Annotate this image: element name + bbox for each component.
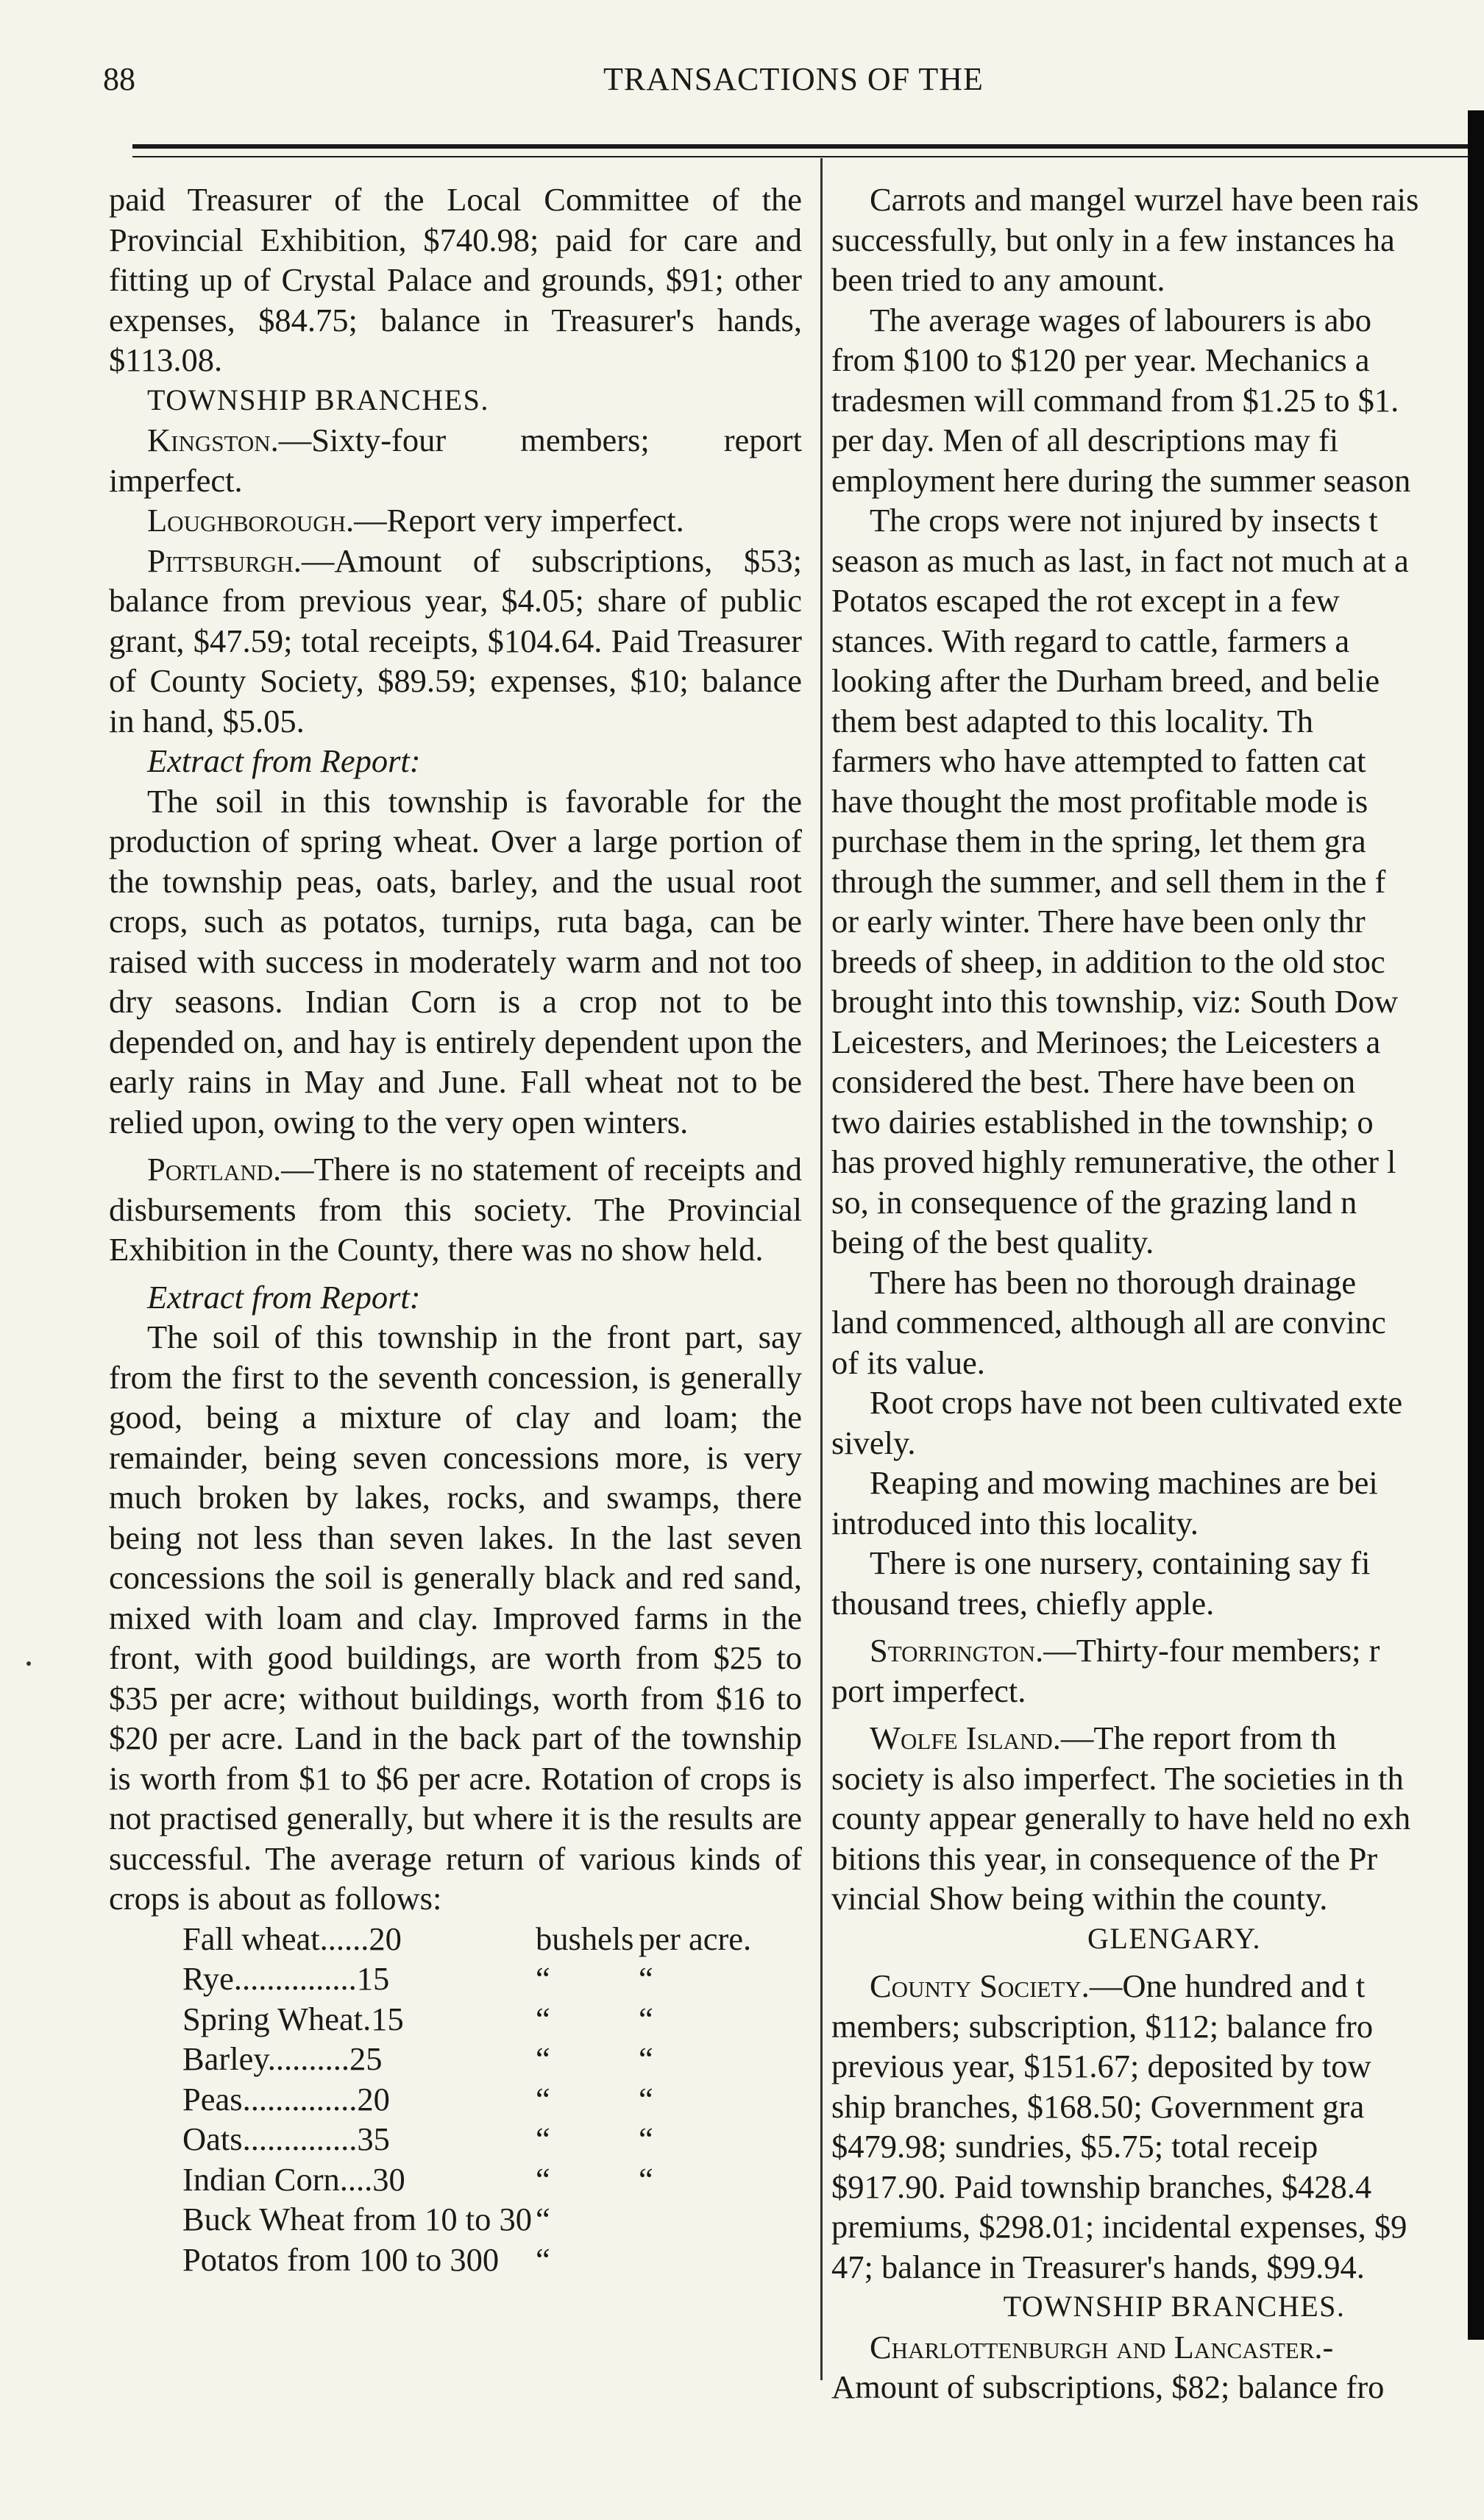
crop-name: Indian Corn....30: [182, 2160, 405, 2198]
text-line: port imperfect.: [831, 1672, 1026, 1709]
pittsburgh-entry: [109, 541, 802, 742]
text-line: so, in consequence of the grazing land n: [831, 1183, 1357, 1221]
left-column: [109, 180, 802, 2279]
text-line: There has been no thorough drainage: [870, 1263, 1357, 1301]
soil-paragraph-1: The soil in this township is favorable for the production of spring wheat. Over a large portion of the township peas, oats, barley, and the usual root crops, such as potatos, turnips, ruta baga, can be raised with success in moderately warm and not too dry seasons. Indian Corn is a crop not to be depended on, and hay is entirely dependent upon the early rains in May and June. Fall wheat not to be relied upon, owing to the very open winters.: [109, 782, 802, 1140]
crop-per: “: [639, 1960, 653, 1997]
county-society-name: County Society.: [870, 1967, 1090, 2004]
crop-name: Barley..........25: [182, 2040, 383, 2077]
crop-unit: “: [536, 2080, 550, 2118]
table-row: [182, 2240, 751, 2280]
crop-per: “: [639, 2040, 653, 2077]
table-row: [182, 2079, 751, 2120]
text-line: Leicesters, and Merinoes; the Leicesters a: [831, 1023, 1381, 1060]
extract-heading-1: Extract from Report:: [147, 742, 421, 779]
text-line: two dairies established in the township; o: [831, 1103, 1374, 1140]
crop-name: Oats..............35: [182, 2120, 390, 2157]
crop-name: Buck Wheat from 10 to 30: [182, 2201, 532, 2237]
text-line: county appear generally to have held no exh: [831, 1800, 1411, 1836]
text-line: Carrots and mangel wurzel have been rais: [870, 181, 1419, 218]
text-line: tradesmen will command from $1.25 to $1.: [831, 381, 1399, 419]
text-line: through the summer, and sell them in the f: [831, 862, 1386, 900]
text-line: considered the best. There have been on: [831, 1063, 1356, 1100]
text-line: The crops were not injured by insects t: [870, 502, 1378, 539]
table-row: [182, 2199, 751, 2240]
text-line: them best adapted to this locality. Th: [831, 702, 1314, 739]
text-line: $917.90. Paid township branches, $428.4: [831, 2168, 1372, 2205]
county-society-text: —One hundred and t: [1089, 1967, 1366, 2004]
table-row: [182, 2039, 751, 2079]
column-divider: [820, 158, 823, 2380]
charlottenburgh-name: Charlottenburgh and Lancaster.: [870, 2328, 1323, 2365]
text-line: stances. With regard to cattle, farmers a: [831, 622, 1350, 659]
storrington-entry: [831, 1630, 1479, 1671]
wolfe-island-text: —The report from th: [1060, 1719, 1337, 1756]
text-line: has proved highly remunerative, the other l: [831, 1143, 1396, 1180]
crop-per: “: [639, 2120, 653, 2157]
text-line: There is one nursery, containing say fi: [870, 1544, 1371, 1581]
crop-name: Rye...............15: [182, 1960, 390, 1997]
loughborough-text: —Report very imperfect.: [354, 502, 684, 539]
crop-unit: “: [536, 2040, 550, 2077]
portland-name: Portland.: [147, 1151, 282, 1188]
table-row: [182, 1999, 751, 2040]
text-line: being of the best quality.: [831, 1224, 1154, 1260]
pittsburgh-text: —Amount of subscriptions, $53; balance from previous year, $4.05; share of public grant, $47.59; total receipts, $104.64. Paid Treasurer of County Society, $89.59; expenses, $10; balance in hand, $5.05.: [109, 542, 802, 739]
text-line: The average wages of labourers is abo: [870, 301, 1372, 338]
crop-unit: bushels: [536, 1920, 634, 1957]
wolfe-island-name: Wolfe Island.: [870, 1719, 1061, 1756]
text-line: been tried to any amount.: [831, 261, 1165, 298]
extract-heading-2: Extract from Report:: [147, 1278, 421, 1316]
text-line: thousand trees, chiefly apple.: [831, 1584, 1215, 1622]
text-line: Reaping and mowing machines are bei: [870, 1464, 1378, 1501]
portland-entry: [109, 1149, 802, 1270]
crop-unit: “: [536, 2240, 550, 2278]
loughborough-name: Loughborough.: [147, 502, 355, 539]
crop-unit: “: [536, 2160, 550, 2198]
text-line: Amount of subscriptions, $82; balance fro: [831, 2368, 1385, 2405]
crop-returns-table: [182, 1919, 751, 2280]
crop-name: Fall wheat......20: [182, 1920, 402, 1957]
crop-name: Spring Wheat.15: [182, 2000, 404, 2037]
portland-text: —There is no statement of receipts and disbursements from this society. The Provincial Exhibition in the County, there was no show held.: [109, 1151, 802, 1268]
intro-paragraph: paid Treasurer of the Local Committee of the Provincial Exhibition, $740.98; paid for care and fitting up of Crystal Palace and grounds, $91; other expenses, $84.75; balance in Treasurer's hands, $113.08.: [109, 181, 802, 378]
text-line: season as much as last, in fact not much at a: [831, 542, 1409, 579]
text-line: farmers who have attempted to fatten cat: [831, 742, 1366, 779]
kingston-name: Kingston.: [147, 422, 279, 458]
text-line: successfully, but only in a few instances ha: [831, 221, 1395, 258]
text-line: looking after the Durham breed, and belie: [831, 662, 1380, 699]
text-line: 47; balance in Treasurer's hands, $99.94.: [831, 2248, 1365, 2285]
crop-unit: “: [536, 2120, 550, 2157]
text-line: bitions this year, in consequence of the Pr: [831, 1839, 1378, 1877]
crop-per: “: [639, 2000, 653, 2037]
running-title: TRANSACTIONS OF THE: [603, 61, 984, 97]
text-line: introduced into this locality.: [831, 1504, 1199, 1541]
table-row: [182, 1919, 751, 1959]
text-line: society is also imperfect. The societies in th: [831, 1759, 1404, 1797]
text-line: from $100 to $120 per year. Mechanics a: [831, 341, 1370, 378]
crop-per: “: [639, 2160, 653, 2198]
text-line: Potatos escaped the rot except in a few: [831, 582, 1340, 619]
soil-paragraph-2: The soil of this township in the front part, say from the first to the seventh concession, is generally good, being a mixture of clay and loam; the remainder, being seven concessions more, is very much broken by lakes, rocks, and swamps, there being not less than seven lakes. In the last seven concessions the soil is generally black and red sand, mixed with loam and clay. Improved farms in the front, with good buildings, are worth from $25 to $35 per acre; without buildings, worth from $16 to $20 per acre. Land in the back part of the township is worth from $1 to $6 per acre. Rotation of crops is not practised generally, but where it is the results are successful. The average return of various kinds of crops is about as follows:: [109, 1318, 802, 1917]
table-row: [182, 2159, 751, 2200]
crop-unit: “: [536, 1960, 550, 1997]
crop-name: Peas..............20: [182, 2080, 390, 2118]
text-line: $479.98; sundries, $5.75; total receip: [831, 2128, 1318, 2165]
glengary-heading: GLENGARY.: [1087, 1921, 1262, 1955]
text-line: sively.: [831, 1424, 916, 1461]
table-row: [182, 2119, 751, 2159]
text-line: ship branches, $168.50; Government gra: [831, 2087, 1365, 2125]
township-branches-heading: TOWNSHIP BRANCHES.: [147, 383, 489, 416]
crop-name: Potatos from 100 to 300: [182, 2240, 500, 2278]
text-line: previous year, $151.67; deposited by tow: [831, 2048, 1371, 2084]
township-branches-heading-2: TOWNSHIP BRANCHES.: [1003, 2290, 1346, 2323]
text-line: premiums, $298.01; incidental expenses, $9: [831, 2208, 1407, 2245]
text-line: or early winter. There have been only thr: [831, 903, 1366, 940]
wolfe-island-entry: [831, 1718, 1479, 1758]
charlottenburgh-text: -: [1322, 2328, 1334, 2365]
loughborough-entry: [109, 500, 802, 541]
margin-speck: [26, 1661, 31, 1666]
text-line: purchase them in the spring, let them gra: [831, 823, 1366, 859]
table-row: [182, 1959, 751, 1999]
crop-per: [639, 2199, 751, 2240]
text-line: members; subscription, $112; balance fro: [831, 2007, 1374, 2045]
text-line: brought into this township, viz: South Dow: [831, 983, 1399, 1020]
crop-per: [639, 2240, 751, 2280]
text-line: per day. Men of all descriptions may fi: [831, 422, 1339, 458]
storrington-text: —Thirty-four members; r: [1043, 1632, 1380, 1669]
text-line: of its value.: [831, 1344, 985, 1381]
crop-unit: “: [536, 2000, 550, 2037]
text-line: employment here during the summer season: [831, 461, 1411, 499]
text-line: breeds of sheep, in addition to the old stoc: [831, 943, 1385, 980]
crop-per: per acre.: [639, 1920, 752, 1957]
right-column: [831, 180, 1479, 2407]
page-number: 88: [103, 61, 135, 97]
text-line: vincial Show being within the county.: [831, 1880, 1328, 1917]
kingston-text: —Sixty-four members; report imperfect.: [109, 422, 802, 499]
kingston-entry: [109, 420, 802, 500]
charlottenburgh-entry: [831, 2327, 1479, 2368]
county-society-entry: [831, 1966, 1479, 2006]
storrington-name: Storrington.: [870, 1632, 1044, 1669]
text-line: land commenced, although all are convinc: [831, 1304, 1386, 1341]
crop-per: “: [639, 2080, 653, 2118]
pittsburgh-name: Pittsburgh.: [147, 542, 302, 579]
header-rule-thick: [132, 144, 1484, 149]
crop-unit: “: [536, 2201, 550, 2237]
text-line: have thought the most profitable mode is: [831, 782, 1368, 820]
page-header: [103, 57, 1471, 109]
header-rule-thin: [132, 156, 1484, 157]
text-line: Root crops have not been cultivated exte: [870, 1384, 1403, 1421]
